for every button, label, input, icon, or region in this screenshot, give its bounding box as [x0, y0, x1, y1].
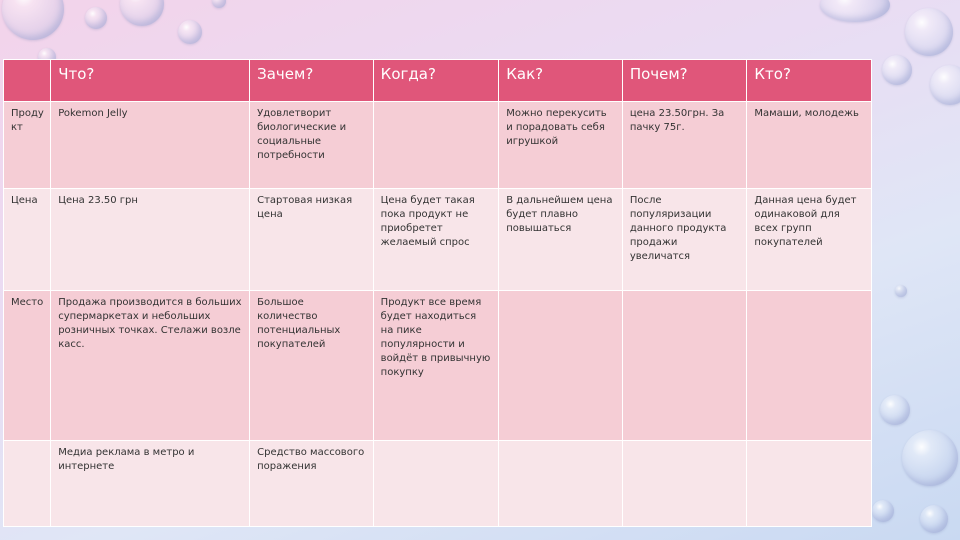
table-cell: Данная цена будет одинаковой для всех групп покупателей [747, 189, 872, 291]
bubble-decoration [120, 0, 164, 26]
table-cell: Продажа производится в больших супермаркетах и небольших розничных точках. Стелажи возле касс. [51, 291, 250, 441]
table-cell: Медиа реклама в метро и интернете [51, 441, 250, 527]
header-cell-why: Зачем? [250, 60, 374, 102]
table-cell [373, 441, 499, 527]
bubble-decoration [895, 285, 907, 297]
bubble-decoration [880, 395, 910, 425]
header-cell-corner [4, 60, 51, 102]
bubble-decoration [930, 65, 960, 105]
header-cell-how: Как? [499, 60, 623, 102]
table-cell [747, 291, 872, 441]
table-cell: Мамаши, молодежь [747, 102, 872, 189]
table-cell: Можно перекусить и порадовать себя игрушкой [499, 102, 623, 189]
table-cell: В дальнейшем цена будет плавно повышаться [499, 189, 623, 291]
marketing-mix-table [3, 59, 872, 527]
bubble-decoration [178, 20, 202, 44]
row-label [4, 441, 51, 527]
row-label: Проду кт [4, 102, 51, 189]
bubble-decoration [902, 430, 958, 486]
table-cell [499, 291, 623, 441]
table-header-row [4, 60, 872, 102]
table-row [4, 291, 872, 441]
table-row [4, 441, 872, 527]
header-cell-what: Что? [51, 60, 250, 102]
bubble-decoration [920, 505, 948, 533]
row-label: Цена [4, 189, 51, 291]
header-cell-when: Когда? [373, 60, 499, 102]
table-cell: После популяризации данного продукта продажи увеличатся [622, 189, 747, 291]
table-cell [622, 441, 747, 527]
table-cell: Средство массового поражения [250, 441, 374, 527]
table-row [4, 102, 872, 189]
header-cell-price: Почем? [622, 60, 747, 102]
table-cell: Продукт все время будет находиться на пике популярности и войдёт в привычную покупку [373, 291, 499, 441]
table-cell [499, 441, 623, 527]
table-cell [747, 441, 872, 527]
table-row [4, 189, 872, 291]
table-cell: Стартовая низкая цена [250, 189, 374, 291]
bubble-decoration [905, 8, 953, 56]
table-cell: Pokemon Jelly [51, 102, 250, 189]
table-cell: Цена будет такая пока продукт не приобретет желаемый спрос [373, 189, 499, 291]
row-label: Место [4, 291, 51, 441]
table-cell: цена 23.50грн. За пачку 75г. [622, 102, 747, 189]
table-cell: Удовлетворит биологические и социальные потребности [250, 102, 374, 189]
bubble-decoration [85, 7, 107, 29]
table-cell [622, 291, 747, 441]
table-cell [373, 102, 499, 189]
bubble-decoration [882, 55, 912, 85]
bubble-decoration [2, 0, 64, 40]
header-cell-who: Кто? [747, 60, 872, 102]
bubble-decoration [872, 500, 894, 522]
bubble-decoration [212, 0, 226, 8]
bubble-decoration [820, 0, 890, 22]
table-cell: Цена 23.50 грн [51, 189, 250, 291]
table-cell: Большое количество потенциальных покупателей [250, 291, 374, 441]
